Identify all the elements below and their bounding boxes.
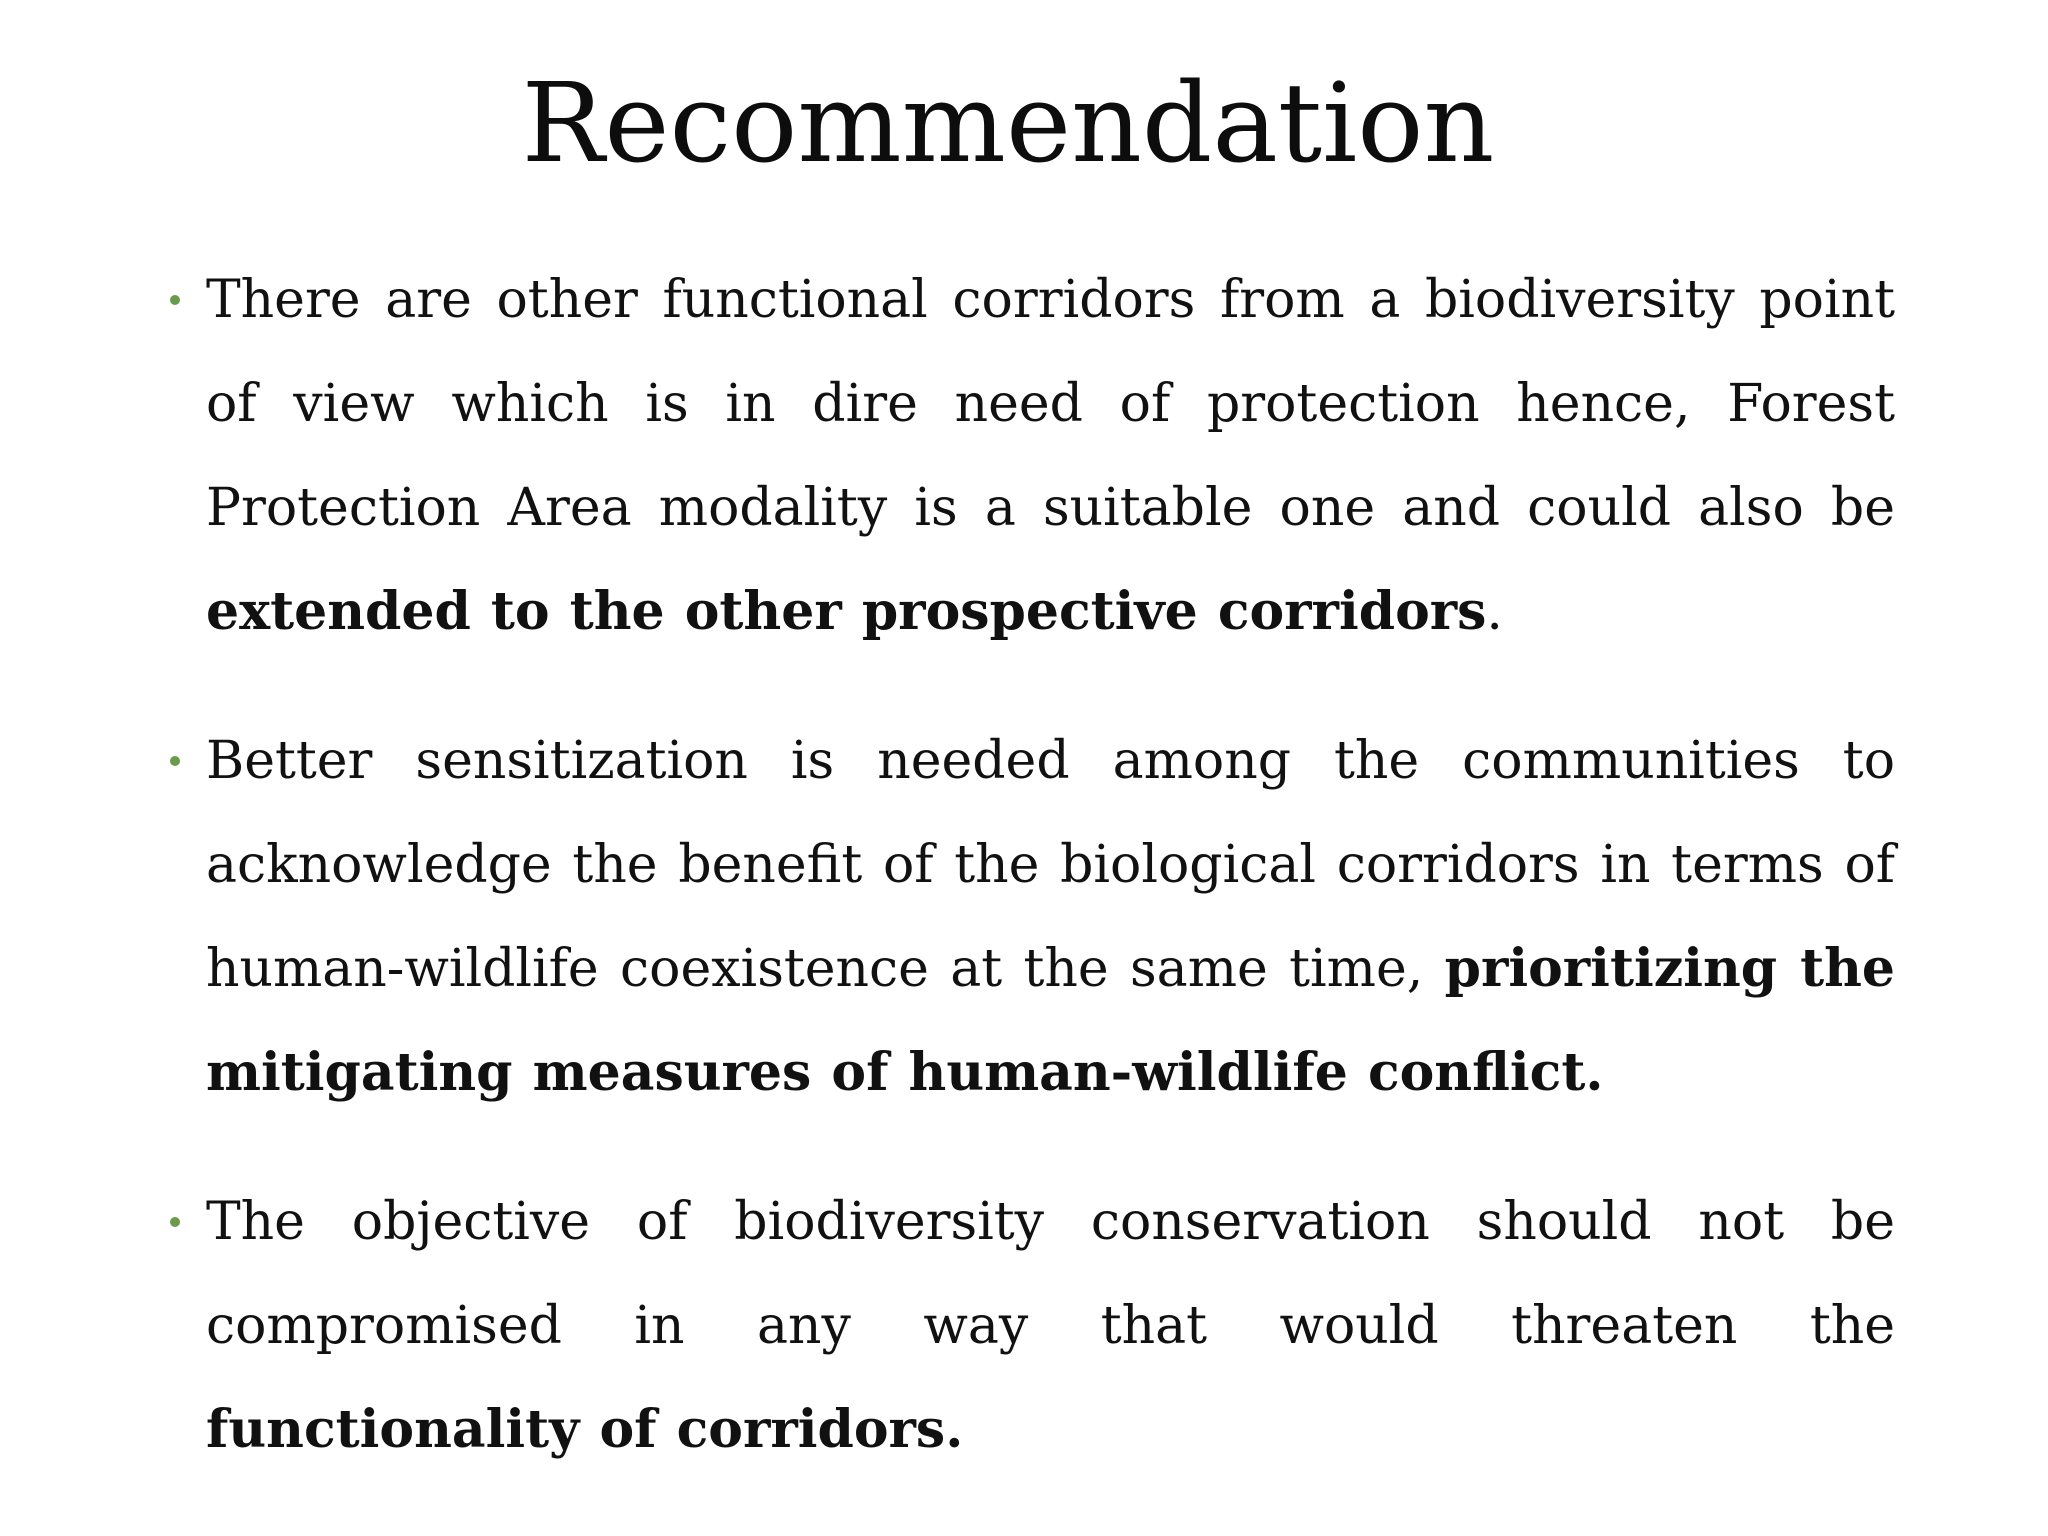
bullet-text: The objective of biodiversity conservation should not be compromised in any way that would threaten the bbox=[206, 1192, 1895, 1356]
bullet-bold-text: functionality of corridors. bbox=[206, 1399, 964, 1460]
bullet-item-sensitization bbox=[160, 709, 1895, 1125]
bullet-dot-icon bbox=[162, 248, 188, 352]
bullet-text: There are other functional corridors from a biodiversity point of view which is in dire need of protection hence, Forest Protection Area modality is a suitable one and could also be bbox=[206, 270, 1895, 538]
bullet-dot-icon bbox=[162, 1170, 188, 1274]
bullet-item-conservation bbox=[160, 1170, 1895, 1482]
bullet-bold-text: prioritizing the mitigating measures of human-wildlife conflict. bbox=[206, 938, 1895, 1103]
bullet-item-protection bbox=[160, 248, 1895, 664]
bullet-list bbox=[160, 248, 1895, 1527]
slide-title: Recommendation bbox=[521, 59, 1495, 187]
bullet-bold-text: extended to the other prospective corridors bbox=[206, 581, 1487, 642]
bullet-text-end: . bbox=[1486, 582, 1503, 642]
bullet-text: Better sensitization is needed among the communities to acknowledge the benefit of the biological corridors in terms of human-wildlife coexistence at the same time, bbox=[206, 731, 1895, 999]
bullet-dot-icon bbox=[162, 709, 188, 813]
